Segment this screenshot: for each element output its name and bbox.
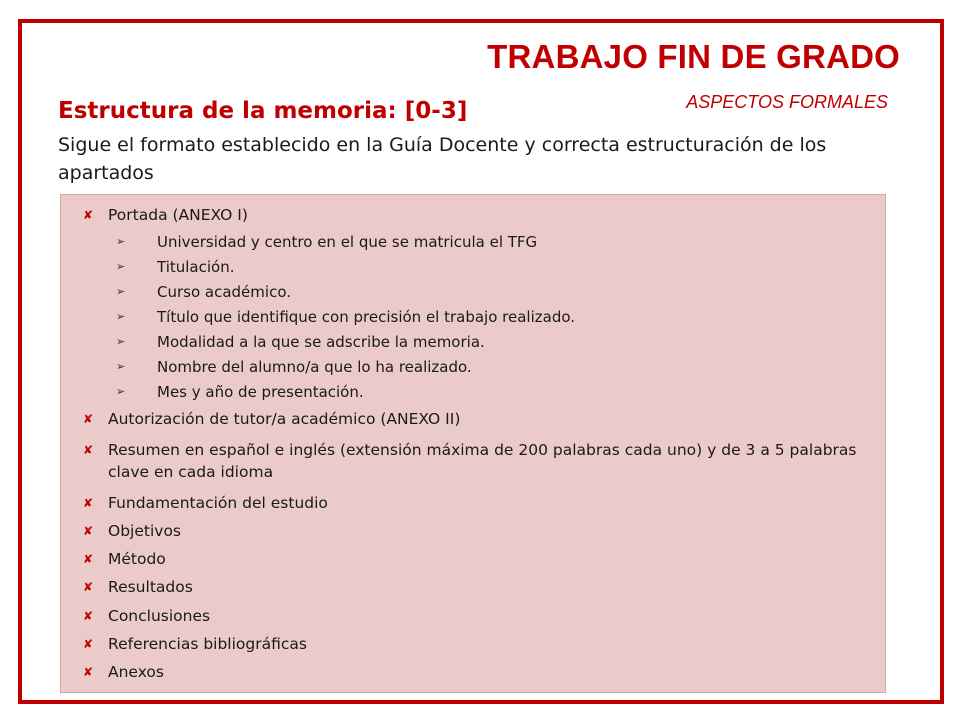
list-item-label: Autorización de tutor/a académico (ANEXO II): [108, 410, 461, 428]
list-item-label: Conclusiones: [108, 607, 211, 625]
slide-title: TRABAJO FIN DE GRADO: [487, 38, 900, 75]
cross-bullet-icon: ✘: [83, 665, 94, 679]
arrow-bullet-icon: ➢: [116, 385, 126, 398]
cross-bullet-icon: ✘: [83, 496, 94, 510]
list-item-label: Anexos: [108, 663, 164, 681]
cross-bullet-icon: ✘: [83, 580, 94, 594]
cross-bullet-icon: ✘: [83, 552, 94, 566]
content-box: [60, 194, 886, 693]
arrow-bullet-icon: ➢: [116, 310, 126, 323]
cross-bullet-icon: ✘: [83, 443, 94, 457]
cross-bullet-icon: ✘: [83, 637, 94, 651]
cross-bullet-icon: ✘: [83, 208, 94, 222]
list-item-label: Método: [108, 550, 166, 568]
section-heading: Estructura de la memoria: [0-3]: [58, 98, 468, 124]
list-item-label: Portada (ANEXO I): [108, 206, 248, 224]
arrow-bullet-icon: ➢: [116, 360, 126, 373]
list-item-label: Fundamentación del estudio: [108, 494, 328, 512]
cross-bullet-icon: ✘: [83, 412, 94, 426]
arrow-bullet-icon: ➢: [116, 335, 126, 348]
arrow-bullet-icon: ➢: [116, 260, 126, 273]
sub-item-label: Modalidad a la que se adscribe la memoria.: [157, 333, 485, 351]
sub-item-label: Nombre del alumno/a que lo ha realizado.: [157, 358, 472, 376]
sub-item-label: Título que identifique con precisión el trabajo realizado.: [157, 308, 576, 326]
cross-bullet-icon: ✘: [83, 609, 94, 623]
arrow-bullet-icon: ➢: [116, 285, 126, 298]
sub-item-label: Mes y año de presentación.: [157, 383, 364, 401]
list-item-label: Resumen en español e inglés (extensión máxima de 200 palabras cada uno) y de 3 a 5 palabras clave en cada idioma: [108, 441, 857, 481]
sub-item-label: Universidad y centro en el que se matricula el TFG: [157, 233, 538, 251]
list-item-label: Objetivos: [108, 522, 181, 540]
cross-bullet-icon: ✘: [83, 524, 94, 538]
sub-item-label: Curso académico.: [157, 283, 291, 301]
section-description: Sigue el formato establecido en la Guía Docente y correcta estructuración de los apartados: [58, 134, 827, 184]
slide-subtitle: ASPECTOS FORMALES: [686, 92, 888, 112]
sub-item-label: Titulación.: [157, 258, 235, 276]
list-item-label: Referencias bibliográficas: [108, 635, 307, 653]
arrow-bullet-icon: ➢: [116, 235, 126, 248]
list-item-label: Resultados: [108, 578, 193, 596]
